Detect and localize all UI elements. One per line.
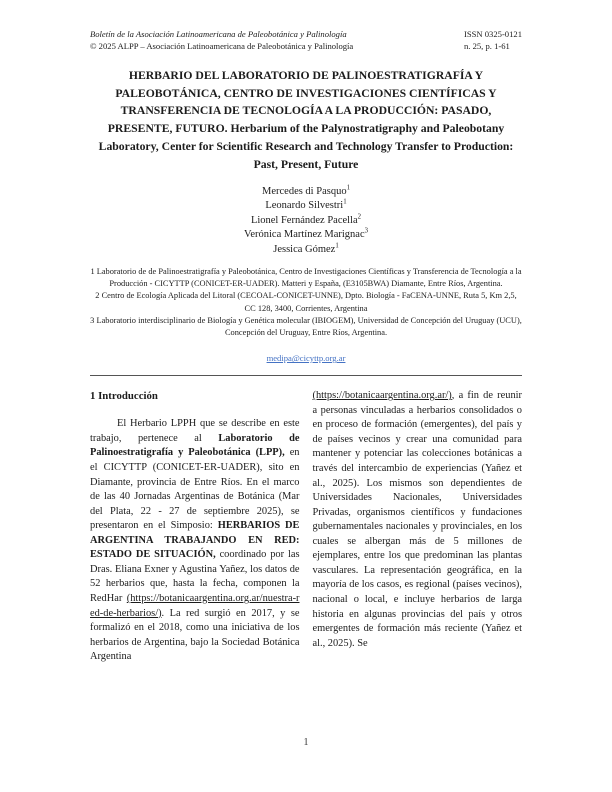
intro-paragraph-left [90,417,300,665]
author-affiliation-superscript: 1 [346,184,350,192]
article-title [90,67,522,174]
botanica-argentina-url-link[interactable]: (https://botanicaargentina.org.ar/) [312,390,452,402]
right-column [313,389,523,665]
body-text: coordinado por las Dras. Eliana Exner y Agustina Yañez, los datos de 52 herbarios que, hasta la fecha, componen la RedHar [90,549,300,604]
author-line [90,243,522,257]
article-title-english: Herbarium of the Palynostratigraphy and Paleobotany Laboratory, Center for Scientific Research and Technology Transfer to Production: Past, Present, Future [98,122,514,171]
journal-header [90,28,522,53]
author-line [90,228,522,242]
journal-header-right [464,28,522,53]
author-affiliation-superscript: 1 [335,242,339,250]
section-heading-introduction: 1 Introducción [90,390,158,403]
author-line [90,214,522,228]
author-line [90,199,522,213]
two-column-body [90,389,522,665]
bold-lab-name: Laboratorio de Palinoestratigrafía y Paleobotánica (LPP), [90,432,300,459]
issue-pages: n. 25, p. 1-61 [463,41,510,52]
author-affiliation-superscript: 3 [364,227,369,235]
author-list [90,185,522,257]
corresponding-email-row [90,353,522,363]
redhar-url-link[interactable]: (https://botanicaargentina.org.ar/nuestra-red-de-herbarios/) [90,593,300,619]
bold-symposium-name: HERBARIOS DE ARGENTINA TRABAJANDO EN RED: ESTADO DE SITUACIÓN, [90,520,300,561]
copyright-line: © 2025 ALPP – Asociación Latinoamericana de Paleobotánica y Palinología [90,41,354,52]
affiliation-2: 2 Centro de Ecología Aplicada del Litoral (CECOAL-CONICET-UNNE), Dpto. Biología - FaCENA-UNNE, Ruta 5, Km 2,5, CC 128, 3400, Corrientes, Argentina [95,291,517,313]
author-name: Jessica Gómez [273,243,336,255]
affiliation-3: 3 Laboratorio interdisciplinario de Biología y Genética molecular (IBIOGEM), Universidad de Concepción del Uruguay (UCU), Concepción del Uruguay, Entre Ríos, Argentina. [90,315,522,337]
body-text: . La red surgió en 2017, y se formalizó en el 2018, como una iniciativa de los herbarios de Argentina, bajo la Sociedad Botánica Argentina [90,607,300,663]
body-text: El Herbario LPPH que se describe en este trabajo, pertenece al [90,418,300,444]
corresponding-email-link[interactable]: medipa@cicyttp.org.ar [266,353,346,364]
author-affiliation-superscript: 1 [343,198,347,206]
journal-header-left [90,28,353,53]
issn-number: ISSN 0325-0121 [463,29,522,39]
body-text: en el CICYTTP (CONICET-ER-UADER), sito en Diamante, provincia de Entre Ríos. En el marco de las 40 Jornadas Argentinas de Botánica (Mar del Plata, 22 - 27 de septiembre 2025), se presentaron en el Simposio: [90,447,300,532]
body-text: , a fin de reunir a personas vinculadas a herbarios consolidados o en proceso de formación (emergentes), del país y de países vecinos y crear una comunidad para mantener y potenciar las colecciones botánicas a través del intercambio de experiencias (Yañez et al., 2025). Los mismos son dependientes de Universidades Nacionales, Universidades Privadas, organismos científicos y fundaciones gubernamentales nacionales y provinciales, en los cuales se albergan más de 5 millones de ejemplares, entre los que predominan las plantas vasculares. La representación geográfica, en la mayoría de los casos, es regional (países vecinos), nacional o local, e incluye herbarios de larga historia en algunas provincias del país y otros emergentes de formación más reciente (Yañez et al., 2025). Se [312,390,522,649]
journal-title: Boletín de la Asociación Latinoamericana de Paleobotánica y Palinología [90,29,347,39]
header-body-divider [90,375,522,376]
article-title-spanish: HERBARIO DEL LABORATORIO DE PALINOESTRATIGRAFÍA Y PALEOBOTÁNICA, CENTRO DE INVESTIGACIONES CIENTÍFICAS Y TRANSFERENCIA DE TECNOLOGÍA A LA PRODUCCIÓN: PASADO, PRESENTE, FUTURO. [107,68,497,136]
author-name: Verónica Martínez Marignac [243,229,365,241]
intro-paragraph-right [313,389,523,651]
author-affiliation-superscript: 2 [357,213,362,221]
affiliation-list [90,266,522,339]
page-number: 1 [303,737,309,748]
author-name: Leonardo Silvestri [265,200,344,212]
author-name: Lionel Fernández Pacella [250,214,358,226]
author-line [90,185,522,199]
affiliation-1: 1 Laboratorio de de Palinoestratigrafía y Paleobotánica, Centro de Investigaciones Científicas y Transferencia de Tecnología a la Producción - CICYTTP (CONICET-ER-UADER). Matteri y España, (E3105BWA) Diamante, Entre Ríos, Argentina. [90,267,522,289]
left-column [90,389,300,665]
author-name: Mercedes di Pasquo [262,185,347,197]
